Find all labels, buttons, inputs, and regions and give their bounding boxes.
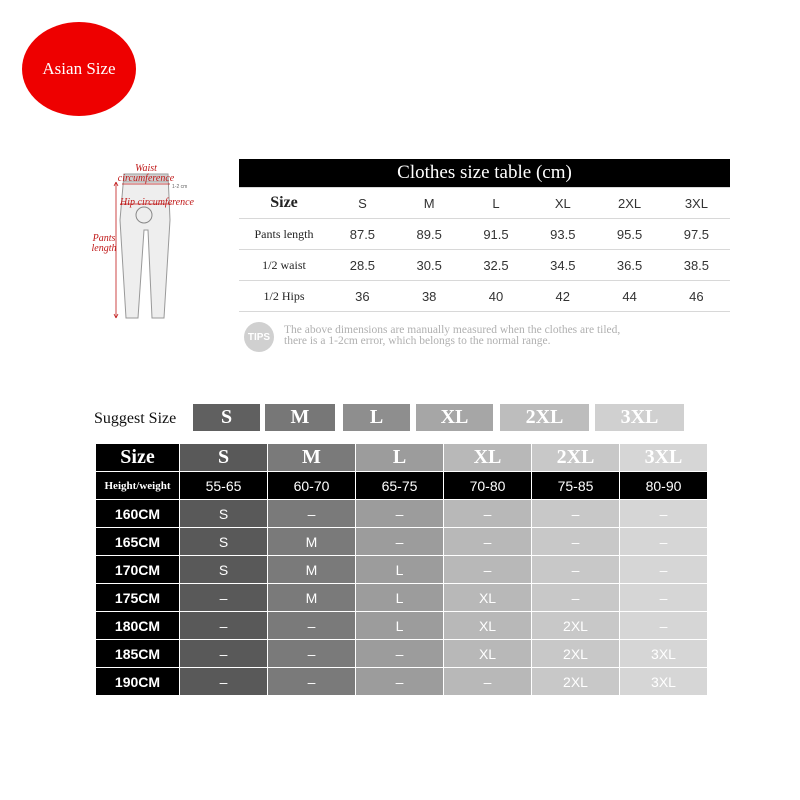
badge-label: Asian Size bbox=[42, 59, 116, 78]
size-cell: – bbox=[180, 584, 268, 612]
row-label: 1/2 waist bbox=[262, 257, 306, 272]
table-cell: 34.5 bbox=[550, 257, 576, 273]
table-cell: 30.5 bbox=[416, 257, 442, 273]
table-row bbox=[96, 584, 708, 612]
table-row bbox=[96, 556, 708, 584]
table-cell: 93.5 bbox=[550, 226, 576, 242]
size-cell: XL bbox=[444, 612, 532, 640]
clothes-size-s: S bbox=[358, 195, 367, 211]
size-cell: – bbox=[356, 640, 444, 668]
size-cell: – bbox=[620, 500, 708, 528]
size-cell: M bbox=[268, 556, 356, 584]
chart-size-2xl: 2XL bbox=[532, 444, 620, 472]
chart-size-xl: XL bbox=[444, 444, 532, 472]
height-label: 160CM bbox=[96, 500, 180, 528]
weight-range: 80-90 bbox=[620, 472, 708, 500]
size-cell: 3XL bbox=[620, 640, 708, 668]
size-cell: 2XL bbox=[532, 640, 620, 668]
clothes-size-xl: XL bbox=[554, 195, 571, 211]
size-cell: – bbox=[532, 584, 620, 612]
size-cell: 3XL bbox=[620, 668, 708, 696]
tips-text bbox=[284, 325, 744, 347]
table-cell: 40 bbox=[488, 288, 504, 304]
size-cell: – bbox=[356, 668, 444, 696]
chart-header-row bbox=[96, 444, 708, 472]
size-cell: M bbox=[268, 584, 356, 612]
size-cell: 2XL bbox=[532, 612, 620, 640]
suggest-size-l: L bbox=[343, 404, 410, 431]
chart-size-label: Size bbox=[96, 444, 180, 472]
size-cell: M bbox=[268, 528, 356, 556]
height-weight-label: Height/weight bbox=[96, 472, 180, 500]
suggest-size-3xl: 3XL bbox=[595, 404, 684, 431]
table-row bbox=[96, 668, 708, 696]
chart-size-m: M bbox=[268, 444, 356, 472]
size-cell: XL bbox=[444, 584, 532, 612]
weight-range: 75-85 bbox=[532, 472, 620, 500]
size-cell: – bbox=[268, 640, 356, 668]
suggest-size-2xl: 2XL bbox=[500, 404, 589, 431]
tips-line-2: there is a 1-2cm error, which belongs to the normal range. bbox=[284, 335, 551, 347]
clothes-size-3xl: 3XL bbox=[684, 195, 708, 211]
size-cell: – bbox=[444, 668, 532, 696]
size-cell: – bbox=[180, 640, 268, 668]
table-cell: 87.5 bbox=[349, 226, 376, 242]
weight-range: 55-65 bbox=[180, 472, 268, 500]
height-label: 190CM bbox=[96, 668, 180, 696]
size-cell: – bbox=[620, 528, 708, 556]
clothes-size-m: M bbox=[423, 195, 435, 211]
clothes-table-title: Clothes size table (cm) bbox=[239, 159, 730, 187]
half-waist-row bbox=[239, 250, 730, 281]
size-cell: – bbox=[268, 668, 356, 696]
size-cell: L bbox=[356, 556, 444, 584]
table-row bbox=[96, 640, 708, 668]
size-cell: – bbox=[532, 556, 620, 584]
height-label: 180CM bbox=[96, 612, 180, 640]
pants-diagram bbox=[80, 160, 210, 325]
size-cell: XL bbox=[444, 640, 532, 668]
size-cell: – bbox=[444, 528, 532, 556]
row-label: Pants length bbox=[254, 226, 314, 241]
size-cell: – bbox=[532, 500, 620, 528]
size-cell: – bbox=[268, 612, 356, 640]
table-cell: 32.5 bbox=[483, 257, 509, 273]
chart-size-3xl: 3XL bbox=[620, 444, 708, 472]
height-label: 185CM bbox=[96, 640, 180, 668]
suggest-size-label: Suggest Size bbox=[94, 410, 177, 427]
size-cell: – bbox=[444, 556, 532, 584]
table-row bbox=[96, 528, 708, 556]
height-label: 175CM bbox=[96, 584, 180, 612]
suggest-size-s: S bbox=[193, 404, 260, 431]
height-label: 165CM bbox=[96, 528, 180, 556]
table-cell: 42 bbox=[555, 288, 571, 304]
row-label: 1/2 Hips bbox=[263, 288, 305, 303]
svg-text:1-2 cm: 1-2 cm bbox=[172, 184, 188, 190]
size-cell: – bbox=[620, 584, 708, 612]
suggest-size-xl: XL bbox=[416, 404, 493, 431]
table-cell: 28.5 bbox=[349, 257, 376, 273]
table-cell: 46 bbox=[689, 288, 704, 304]
weight-range: 60-70 bbox=[268, 472, 356, 500]
size-cell: – bbox=[620, 612, 708, 640]
table-cell: 44 bbox=[622, 288, 637, 304]
height-label: 170CM bbox=[96, 556, 180, 584]
table-cell: 89.5 bbox=[416, 226, 442, 242]
clothes-size-row bbox=[239, 187, 730, 219]
hip-label: Hip circumference bbox=[120, 197, 194, 208]
weight-range: 70-80 bbox=[444, 472, 532, 500]
table-cell: 91.5 bbox=[483, 226, 509, 242]
clothes-size-2xl: 2XL bbox=[618, 195, 642, 211]
chart-size-s: S bbox=[180, 444, 268, 472]
table-cell: 36.5 bbox=[616, 257, 643, 273]
clothes-size-table bbox=[239, 159, 730, 312]
pants-length-row bbox=[239, 219, 730, 250]
size-cell: – bbox=[268, 500, 356, 528]
suggest-size-m: M bbox=[265, 404, 335, 431]
chart-size-l: L bbox=[356, 444, 444, 472]
table-cell: 38 bbox=[421, 288, 437, 304]
weight-range: 65-75 bbox=[356, 472, 444, 500]
clothes-size-l: L bbox=[492, 195, 500, 211]
asian-size-badge bbox=[22, 22, 136, 116]
tips-line-1: The above dimensions are manually measured when the clothes are tiled, bbox=[284, 324, 621, 336]
table-cell: 38.5 bbox=[683, 257, 710, 273]
table-cell: 36 bbox=[355, 288, 370, 304]
tips-icon-label: TIPS bbox=[247, 331, 271, 343]
size-cell: S bbox=[180, 528, 268, 556]
table-cell: 97.5 bbox=[683, 226, 710, 242]
length-label: Pants length bbox=[91, 233, 117, 254]
size-cell: S bbox=[180, 556, 268, 584]
table-row bbox=[96, 500, 708, 528]
size-cell: L bbox=[356, 612, 444, 640]
size-cell: 2XL bbox=[532, 668, 620, 696]
size-cell: – bbox=[356, 500, 444, 528]
table-cell: 95.5 bbox=[616, 226, 643, 242]
waist-label: Waist circumference bbox=[117, 163, 175, 184]
size-recommendation-chart bbox=[95, 443, 708, 696]
size-cell: – bbox=[180, 668, 268, 696]
chart-weight-row bbox=[96, 472, 708, 500]
table-row bbox=[96, 612, 708, 640]
size-cell: L bbox=[356, 584, 444, 612]
size-cell: – bbox=[180, 612, 268, 640]
size-cell: – bbox=[620, 556, 708, 584]
size-cell: – bbox=[532, 528, 620, 556]
size-cell: – bbox=[444, 500, 532, 528]
half-hips-row bbox=[239, 281, 730, 312]
size-cell: – bbox=[356, 528, 444, 556]
size-cell: S bbox=[180, 500, 268, 528]
tips-icon bbox=[244, 322, 274, 352]
clothes-size-label: Size bbox=[270, 194, 298, 211]
